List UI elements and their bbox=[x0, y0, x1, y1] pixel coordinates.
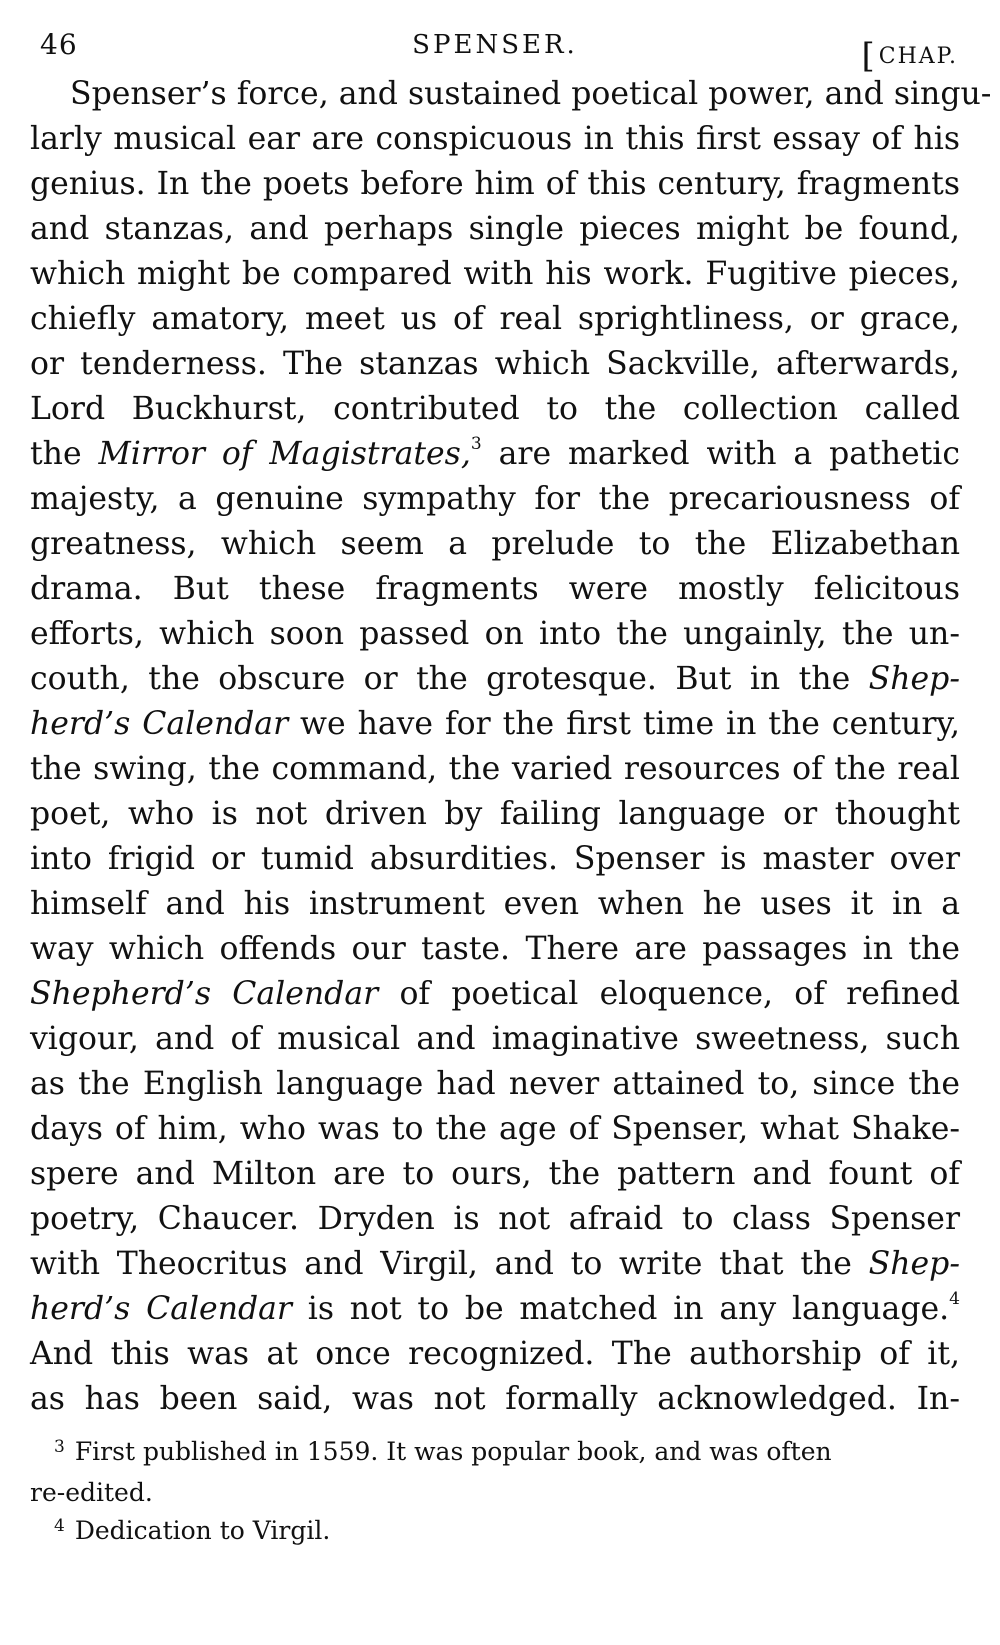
footnote-text: First published in 1559. It was popular book, and was often bbox=[74, 1437, 832, 1466]
text-line: way which offends our taste. There are passages in the bbox=[30, 931, 960, 967]
text-line: Lord Buckhurst, contributed to the collection called bbox=[30, 391, 960, 427]
italic-title: Shep- bbox=[868, 661, 960, 697]
text-line: chiefly amatory, meet us of real sprightliness, or grace, bbox=[30, 301, 960, 337]
text-line: genius. In the poets before him of this century, fragments bbox=[30, 166, 960, 202]
text-line: the swing, the command, the varied resources of the real bbox=[30, 751, 960, 787]
footnote-4 bbox=[30, 1512, 930, 1553]
italic-title: Shep- bbox=[868, 1246, 960, 1282]
text-line: which might be compared with his work. Fugitive pieces, bbox=[30, 256, 960, 292]
text-line: with Theocritus and Virgil, and to write that the Shep- bbox=[30, 1246, 960, 1282]
text-line: majesty, a genuine sympathy for the precariousness of bbox=[30, 481, 960, 517]
text-line: couth, the obscure or the grotesque. But in the Shep- bbox=[30, 661, 960, 697]
text-line: or tenderness. The stanzas which Sackville, afterwards, bbox=[30, 346, 960, 382]
italic-title: Mirror of Magistrates, bbox=[98, 436, 471, 472]
footnote-text-continued: re-edited. bbox=[30, 1478, 153, 1507]
italic-title: Shepherd’s Calendar bbox=[30, 976, 379, 1012]
text-line: poetry, Chaucer. Dryden is not afraid to class Spenser bbox=[30, 1201, 960, 1237]
text-line: herd’s Calendar is not to be matched in any language.$^4$ bbox=[30, 1288, 960, 1327]
footnote-ref-4: 4 bbox=[949, 1288, 960, 1309]
text-line: herd’s Calendar we have for the first time in the century, bbox=[30, 706, 961, 742]
chapter-bracket: [ bbox=[861, 36, 877, 76]
chapter-label: CHAP. bbox=[878, 44, 958, 69]
text-line: spere and Milton are to ours, the pattern and fount of bbox=[30, 1156, 960, 1192]
footnotes bbox=[30, 1433, 930, 1553]
book-page bbox=[30, 24, 992, 1422]
text-line: as the English language had never attained to, since the bbox=[30, 1066, 960, 1102]
body-paragraph bbox=[30, 72, 992, 1422]
text-line: into frigid or tumid absurdities. Spenser is master over bbox=[30, 841, 960, 877]
text-line: and stanzas, and perhaps single pieces might be found, bbox=[30, 211, 960, 247]
running-title: SPENSER. bbox=[412, 30, 578, 60]
text-line: vigour, and of musical and imaginative sweetness, such bbox=[30, 1021, 960, 1057]
footnote-text: Dedication to Virgil. bbox=[74, 1516, 331, 1545]
text-line: as has been said, was not formally acknowledged. In- bbox=[30, 1381, 960, 1417]
text-line: efforts, which soon passed on into the ungainly, the un- bbox=[30, 616, 960, 652]
footnote-3 bbox=[30, 1433, 930, 1512]
text-line: larly musical ear are conspicuous in this first essay of his bbox=[30, 121, 960, 157]
text-line: greatness, which seem a prelude to the Elizabethan bbox=[30, 526, 960, 562]
text-line: Shepherd’s Calendar of poetical eloquence, of refined bbox=[30, 976, 960, 1012]
footnote-mark: 4 bbox=[54, 1516, 65, 1536]
text-line: himself and his instrument even when he uses it in a bbox=[30, 886, 960, 922]
text-line: Spenser’s force, and sustained poetical power, and singu- bbox=[70, 76, 992, 112]
footnote-ref-3: 3 bbox=[470, 433, 482, 454]
text-line: drama. But these fragments were mostly felicitous bbox=[30, 571, 960, 607]
page-number: 46 bbox=[40, 28, 78, 61]
running-head bbox=[30, 24, 960, 76]
text-line: days of him, who was to the age of Spenser, what Shake- bbox=[30, 1111, 960, 1147]
italic-title: herd’s Calendar bbox=[30, 1291, 292, 1327]
text-line: poet, who is not driven by failing language or thought bbox=[30, 796, 960, 832]
chapter-marker bbox=[861, 32, 958, 76]
italic-title: herd’s Calendar bbox=[30, 706, 289, 742]
text-line: the Mirror of Magistrates,$^3$ are marked with a pathetic bbox=[30, 433, 961, 472]
footnote-mark: 3 bbox=[54, 1437, 65, 1457]
text-line: And this was at once recognized. The authorship of it, bbox=[30, 1336, 960, 1372]
